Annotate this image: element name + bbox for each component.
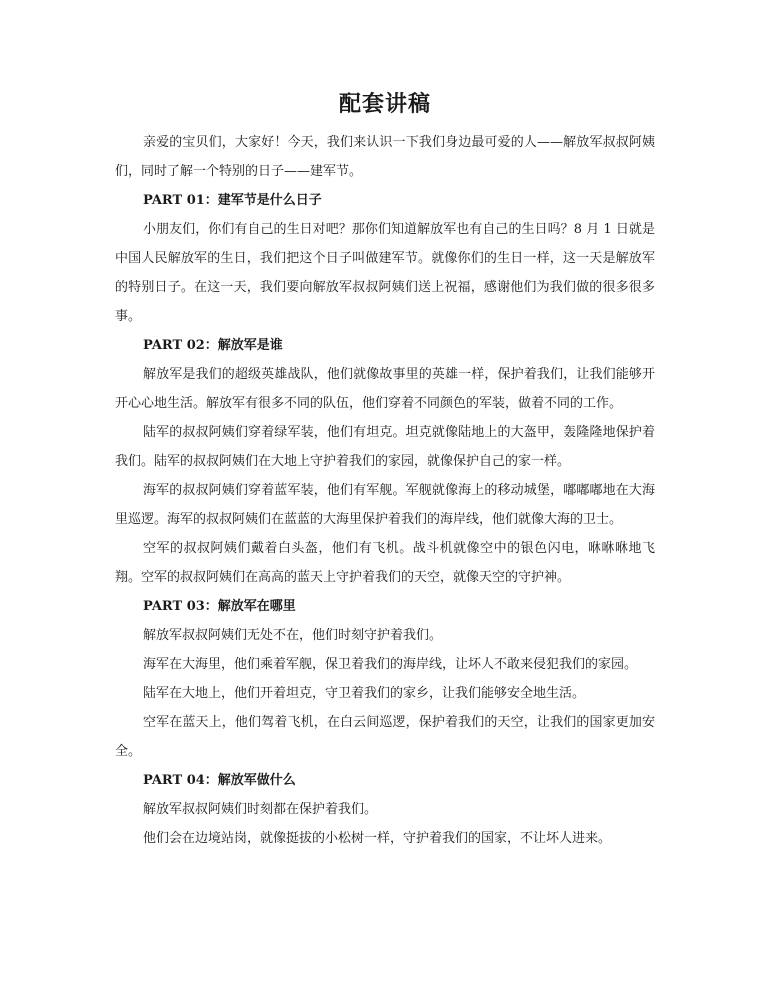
section-heading: PART 02：解放军是谁 — [143, 338, 283, 353]
paragraph: 解放军是我们的超级英雄战队，他们就像故事里的英雄一样，保护着我们，让我们能够开开心心地生活。解放军有很多不同的队伍，他们穿着不同颜色的军装，做着不同的工作。 — [115, 367, 655, 411]
paragraph: 亲爱的宝贝们，大家好！今天，我们来认识一下我们身边最可爱的人——解放军叔叔阿姨们，同时了解一个特别的日子——建军节。 — [115, 135, 655, 179]
paragraph: 解放军叔叔阿姨们时刻都在保护着我们。 — [143, 802, 378, 817]
paragraph: 海军的叔叔阿姨们穿着蓝军装，他们有军舰。军舰就像海上的移动城堡，嘟嘟嘟地在大海里巡逻。海军的叔叔阿姨们在蓝蓝的大海里保护着我们的海岸线，他们就像大海的卫士。 — [115, 483, 655, 527]
paragraph: 空军在蓝天上，他们驾着飞机，在白云间巡逻，保护着我们的天空，让我们的国家更加安全。 — [115, 715, 655, 759]
paragraph: 陆军的叔叔阿姨们穿着绿军装，他们有坦克。坦克就像陆地上的大盔甲，轰隆隆地保护着我们。陆军的叔叔阿姨们在大地上守护着我们的家园，就像保护自己的家一样。 — [115, 425, 655, 469]
paragraph: 解放军叔叔阿姨们无处不在，他们时刻守护着我们。 — [143, 628, 443, 643]
paragraph: 小朋友们，你们有自己的生日对吧？那你们知道解放军也有自己的生日吗？8 月 1 日就是中国人民解放军的生日，我们把这个日子叫做建军节。就像你们的生日一样，这一天是解放军的特别日子。在这一天，我们要向解放军叔叔阿姨们送上祝福，感谢他们为我们做的很多很多事。 — [115, 222, 655, 324]
paragraph: 陆军在大地上，他们开着坦克，守卫着我们的家乡，让我们能够安全地生活。 — [143, 686, 586, 701]
section-heading: PART 03：解放军在哪里 — [143, 599, 296, 614]
document-body — [115, 128, 655, 853]
section-heading: PART 04：解放军做什么 — [143, 773, 296, 788]
paragraph: 海军在大海里，他们乘着军舰，保卫着我们的海岸线，让坏人不敢来侵犯我们的家园。 — [143, 657, 638, 672]
section-heading: PART 01：建军节是什么日子 — [143, 193, 322, 208]
document-page — [115, 88, 655, 853]
document-title: 配套讲稿 — [338, 91, 431, 117]
paragraph: 空军的叔叔阿姨们戴着白头盔，他们有飞机。战斗机就像空中的银色闪电，咻咻咻地飞翔。空军的叔叔阿姨们在高高的蓝天上守护着我们的天空，就像天空的守护神。 — [115, 541, 655, 585]
paragraph: 他们会在边境站岗，就像挺拔的小松树一样，守护着我们的国家，不让坏人进来。 — [143, 831, 612, 846]
